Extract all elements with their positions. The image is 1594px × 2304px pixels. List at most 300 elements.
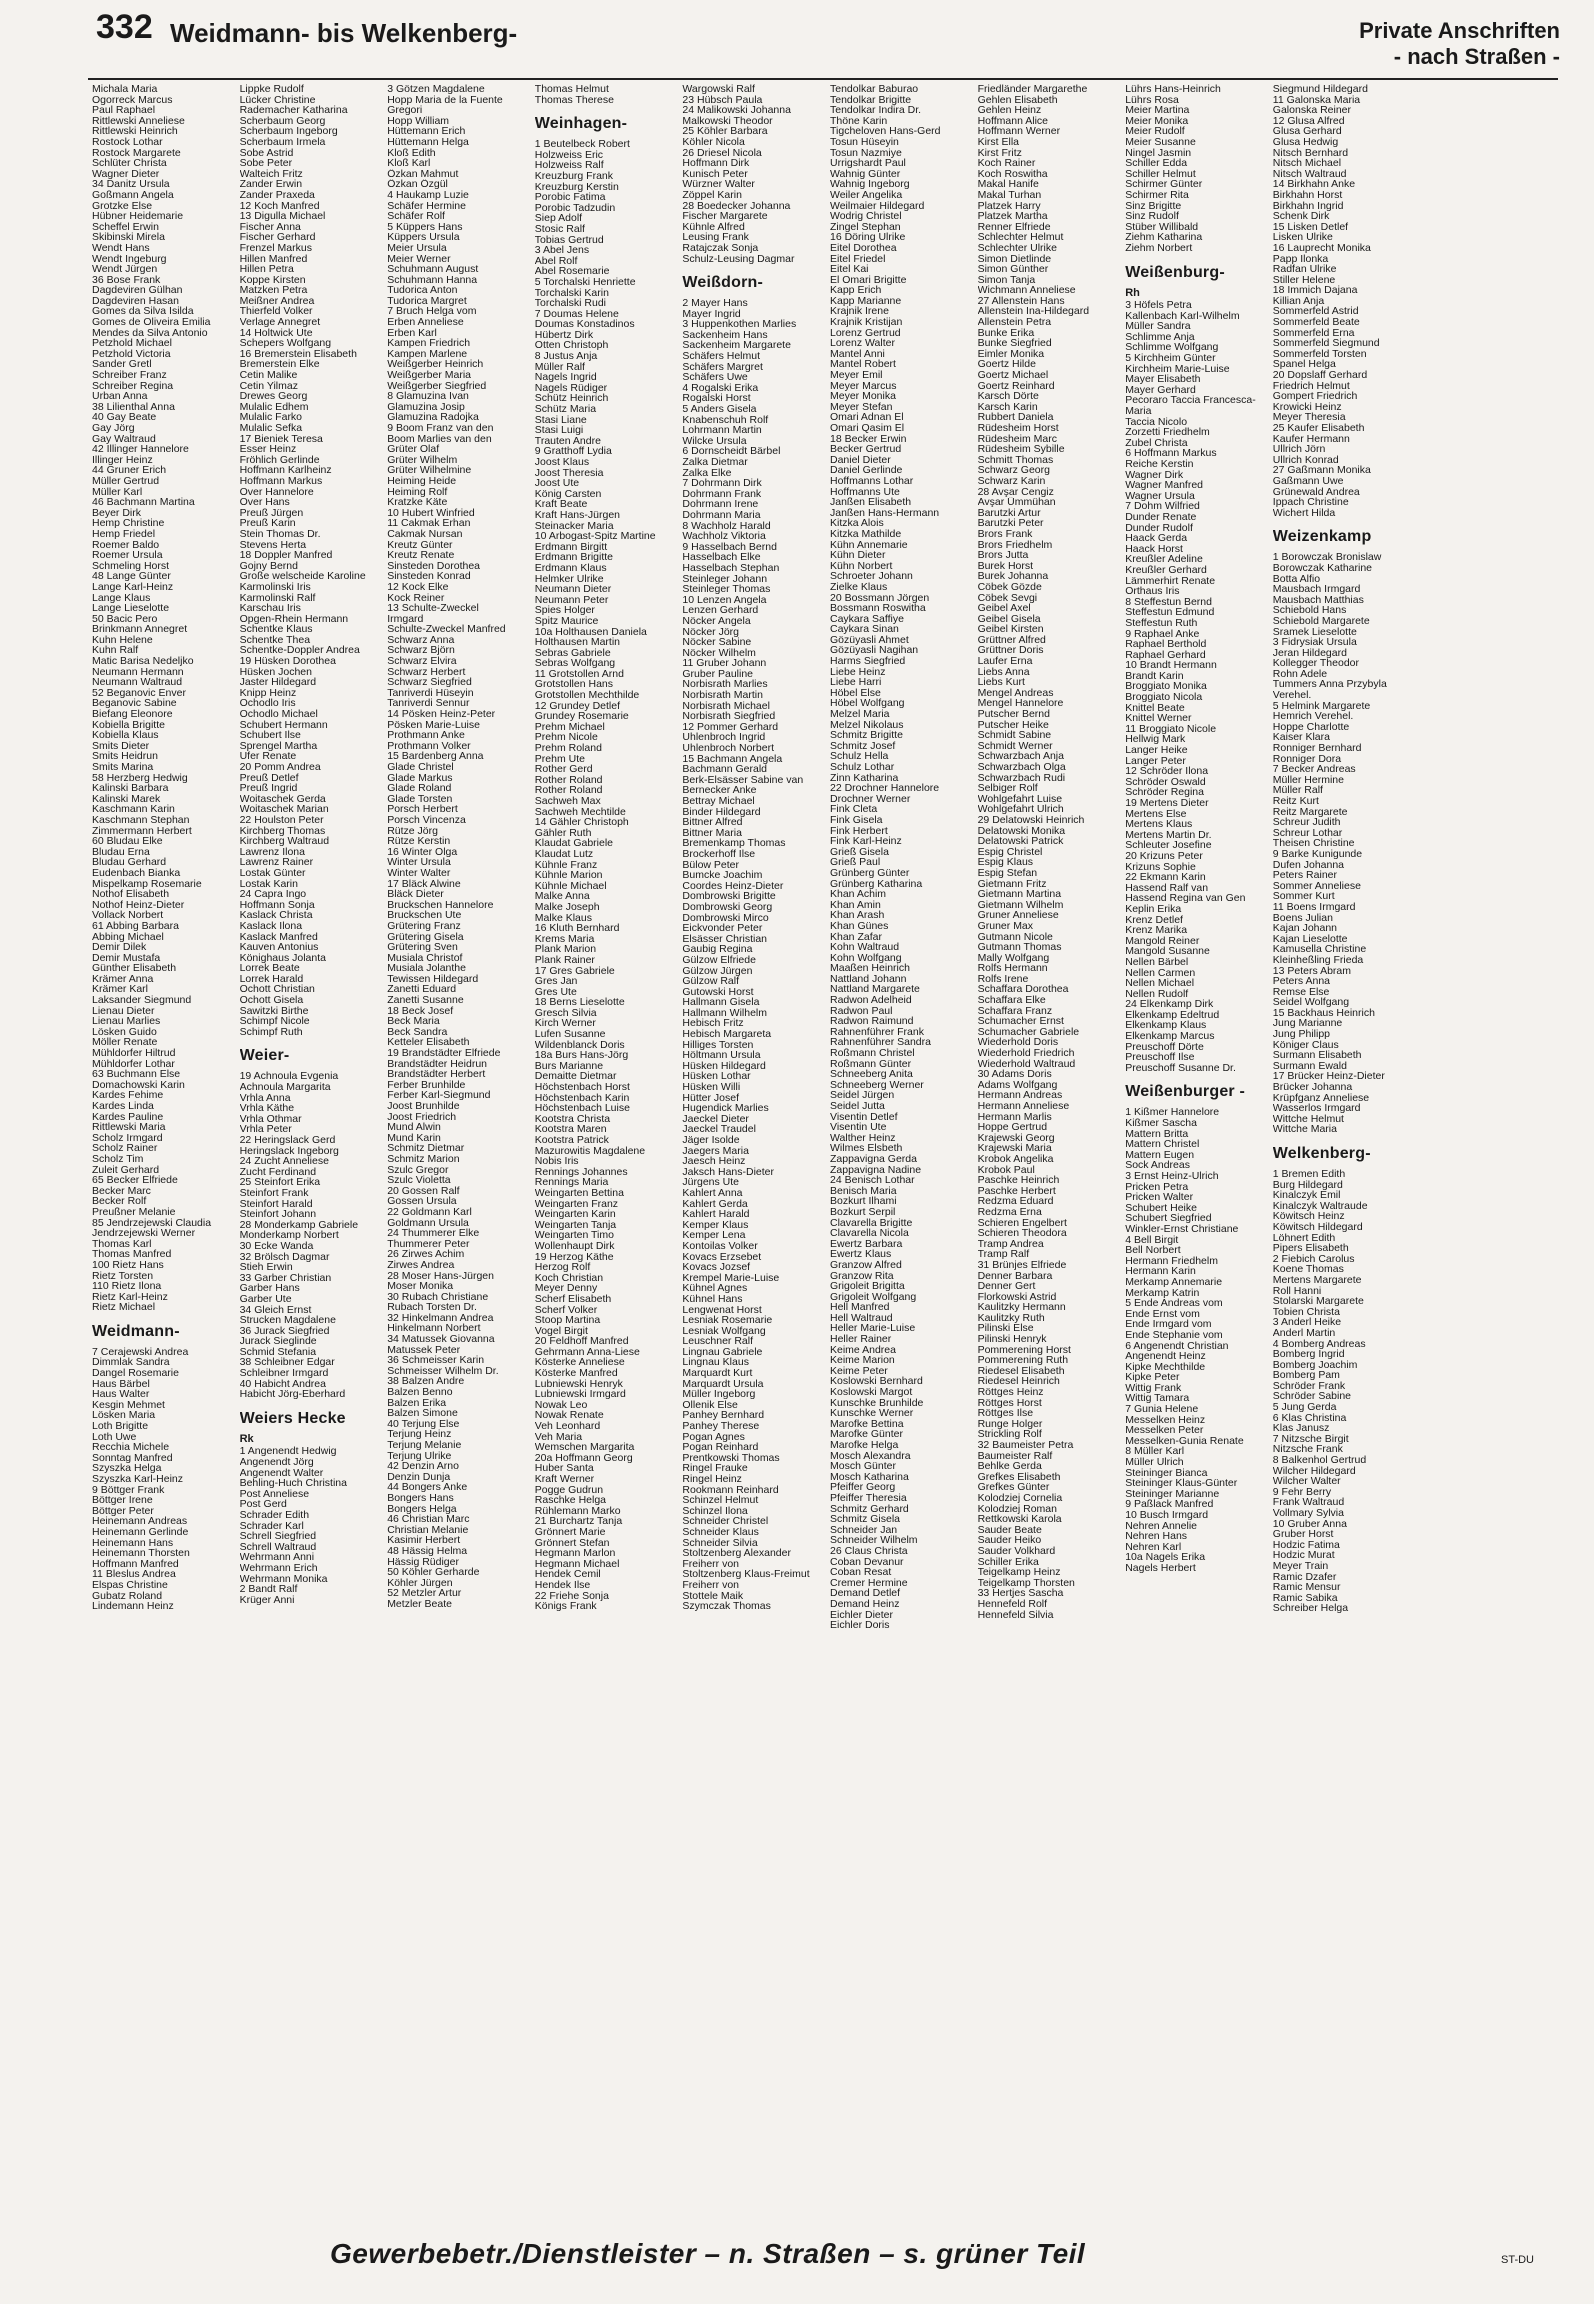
directory-entry: Wendt Ingeburg	[92, 253, 167, 265]
directory-entry: Makal Hanife	[977, 179, 1039, 190]
directory-entry: Kirchberg Waltraud	[239, 836, 330, 847]
directory-entry: Ochodlo Michael	[239, 709, 318, 720]
directory-entry: Tanriverdi Hüseyin	[387, 687, 474, 699]
directory-entry: Ochott Gisela	[239, 995, 304, 1006]
directory-entry: 10 Gruber Anna	[1272, 1518, 1347, 1530]
directory-entry: Kunisch Peter	[682, 168, 748, 180]
directory-entry: Caykara Sinan	[830, 624, 899, 635]
directory-entry: Laksander Siegmund	[92, 995, 192, 1006]
directory-entry: Krajnik Kristijan	[830, 317, 903, 328]
directory-entry: Nowak Renate	[534, 1410, 604, 1422]
directory-entry: Hüsken Willi	[682, 1082, 741, 1093]
directory-entry: Demaitte Dietmar	[534, 1071, 617, 1083]
directory-entry: Stottele Maik	[682, 1590, 744, 1602]
directory-entry: Espig Stefan	[977, 867, 1038, 879]
street-heading: Weiers Hecke	[239, 1409, 346, 1427]
directory-entry: Liebe Heinz	[830, 666, 886, 678]
directory-entry: Schmitz Gerhard	[830, 1503, 909, 1515]
directory-entry: Szulc Violetta	[387, 1175, 451, 1186]
directory-entry: El Omari Brigitte	[830, 274, 907, 286]
directory-entry: Vollack Norbert	[92, 910, 164, 921]
directory-entry: Kootstra Maren	[534, 1124, 607, 1135]
directory-entry: Kipke Peter	[1125, 1372, 1180, 1383]
directory-entry: Gresch Silvia	[534, 1007, 597, 1019]
directory-entry: Lubniewski Irmgard	[534, 1389, 626, 1400]
directory-entry: Schneeberg Anita	[830, 1069, 913, 1080]
directory-entry: Gutmann Nicole	[977, 931, 1053, 943]
directory-entry: Vrhla Othmar	[239, 1113, 302, 1125]
directory-entry: Surmann Ewald	[1272, 1060, 1347, 1072]
directory-entry: Zubel Christa	[1125, 437, 1188, 449]
directory-entry: 9 Boom Franz van den	[387, 423, 494, 434]
directory-entry: Harms Siegfried	[830, 656, 906, 667]
directory-entry: Wiederhold Waltraud	[977, 1058, 1076, 1070]
directory-entry: Kaslack Ilona	[239, 920, 303, 932]
directory-entry: 58 Herzberg Hedwig	[92, 772, 188, 784]
directory-entry: Omari Qasim El	[830, 423, 905, 434]
directory-entry: Grefkes Günter	[977, 1482, 1050, 1493]
directory-entry: Walteich Fritz	[239, 168, 303, 180]
directory-entry: Baumeister Ralf	[977, 1450, 1053, 1462]
directory-entry: Frenzel Markus	[239, 242, 312, 254]
directory-entry: Adams Wolfgang	[977, 1079, 1058, 1091]
directory-entry: Hüsken Lothar	[682, 1071, 751, 1083]
directory-entry: Loth Uwe	[92, 1431, 137, 1443]
directory-entry: Norbisrath Martin	[682, 690, 763, 701]
directory-entry: Rietz Torsten	[92, 1270, 154, 1282]
directory-entry: Grotstollen Mechthilde	[534, 690, 640, 701]
directory-entry: Bozkurt Ilhami	[830, 1196, 897, 1207]
directory-entry: 7 Becker Andreas	[1272, 764, 1356, 775]
directory-entry: 12 Grundey Detlef	[534, 700, 621, 712]
directory-entry: 12 Kock Elke	[387, 581, 449, 593]
directory-entry: Hoffmanns Ute	[830, 486, 900, 498]
directory-entry: Recchia Michele	[92, 1442, 170, 1453]
directory-entry: Wahnig Günter	[830, 168, 901, 180]
directory-entry: Torchalski Rudi	[534, 298, 606, 309]
directory-entry: Kloß Karl	[387, 158, 431, 169]
directory-entry: Gay Jörg	[92, 423, 135, 434]
directory-entry: Mattern Eugen	[1125, 1149, 1195, 1161]
directory-entry: 9 Hasselbach Bernd	[682, 541, 777, 553]
directory-entry: Krüger Anni	[239, 1594, 295, 1606]
page-title: Weidmann- bis Welkenberg-	[170, 18, 518, 48]
directory-entry: 25 Kaufer Elisabeth	[1272, 423, 1365, 434]
directory-entry: Beyer Dirk	[92, 507, 142, 519]
directory-entry: Kühnel Hans	[682, 1293, 743, 1305]
directory-entry: Kaslack Manfred	[239, 931, 318, 943]
directory-entry: Schröder Regina	[1125, 787, 1204, 798]
directory-entry: Rogalski Horst	[682, 393, 751, 405]
directory-entry: Hebisch Margareta	[682, 1029, 772, 1040]
directory-entry: Schentke-Doppler Andrea	[239, 645, 360, 657]
directory-entry: 5 Jung Gerda	[1272, 1402, 1337, 1413]
directory-entry: Heiming Rolf	[387, 486, 448, 498]
directory-entry: Illinger Heinz	[92, 454, 153, 466]
directory-entry: Mertens Martin Dr.	[1125, 829, 1212, 841]
directory-entry: Tramp Ralf	[977, 1249, 1030, 1260]
directory-entry: Denner Gert	[977, 1281, 1036, 1292]
directory-entry: Jung Marianne	[1272, 1018, 1343, 1030]
directory-entry: Radwon Adelheid	[830, 995, 912, 1006]
directory-entry: Cöbek Gözde	[977, 581, 1042, 593]
directory-entry: Biefang Eleonore	[92, 709, 173, 720]
directory-entry: Bittner Alfred	[682, 817, 743, 828]
directory-entry: Sommerfeld Torsten	[1272, 348, 1367, 360]
directory-entry: Nothof Elisabeth	[92, 889, 170, 900]
directory-entry: Szyszka Helga	[92, 1463, 162, 1474]
directory-entry: 32 Brölsch Dagmar	[239, 1251, 330, 1263]
directory-entry: Gruner Anneliese	[977, 910, 1059, 921]
directory-entry: Platzek Harry	[977, 200, 1041, 212]
directory-entry: Grütering Sven	[387, 942, 458, 953]
directory-entry: 3 Götzen Magdalene	[387, 84, 485, 95]
directory-entry: Rostock Margarete	[92, 147, 181, 159]
directory-entry: Hillen Petra	[239, 264, 294, 275]
directory-entry: Rolfs Hermann	[977, 963, 1048, 974]
directory-entry: Nowak Leo	[534, 1399, 588, 1411]
directory-entry: 3 Höfels Petra	[1125, 300, 1192, 311]
directory-entry: Stoltzenberg Alexander	[682, 1548, 791, 1559]
directory-entry: Metzler Beate	[387, 1598, 452, 1610]
directory-entry: Joost Friedrich	[387, 1111, 457, 1123]
directory-entry: Platzek Martha	[977, 211, 1048, 222]
directory-entry: 110 Rietz Ilona	[92, 1281, 162, 1292]
directory-entry: Zappavigna Gerda	[830, 1153, 917, 1165]
directory-entry: Raphael Gerhard	[1125, 649, 1206, 661]
directory-entry: Höbel Else	[830, 687, 881, 699]
directory-entry: Schütz Heinrich	[534, 393, 609, 405]
directory-entry: Özkan Özgül	[387, 179, 448, 190]
directory-entry: Rother Roland	[534, 785, 603, 796]
directory-entry: Böttger Irene	[92, 1495, 153, 1506]
directory-entry: Schwarzbach Anja	[977, 751, 1064, 762]
directory-entry: Demir Dilek	[92, 942, 147, 953]
directory-entry: Röttges Heinz	[977, 1387, 1044, 1398]
directory-entry: Laufer Erna	[977, 656, 1033, 667]
directory-entry: Stiller Helene	[1272, 274, 1336, 286]
directory-entry: Hinkelmann Norbert	[387, 1323, 481, 1335]
directory-entry: Özkan Mahmut	[387, 168, 459, 180]
directory-entry: Kloß Edith	[387, 147, 436, 159]
directory-entry: Allenstein Petra	[977, 317, 1052, 328]
directory-entry: Tobias Gertrud	[534, 234, 604, 246]
directory-entry: Coban Devanur	[830, 1556, 904, 1568]
directory-entry: Messelken Heinz	[1125, 1414, 1206, 1426]
directory-entry: Wilcke Ursula	[682, 435, 747, 447]
directory-entry: Rother Gerd	[534, 764, 593, 775]
directory-entry: 3 Huppenkothen Marlies	[682, 319, 797, 330]
directory-entry: Kühnle Franz	[534, 859, 598, 871]
directory-entry: Rubbert Daniela	[977, 412, 1054, 423]
directory-entry: Zander Erwin	[239, 179, 303, 190]
directory-entry: Schimpf Ruth	[239, 1026, 303, 1038]
directory-entry: 33 Hertjes Sascha	[977, 1588, 1064, 1599]
directory-entry: Schinzel Ilona	[682, 1505, 748, 1517]
directory-entry: Schreur Lothar	[1272, 827, 1343, 839]
directory-entry: 22 Heringslack Gerd	[239, 1135, 336, 1146]
directory-entry: Preuschoff Ilse	[1125, 1052, 1195, 1063]
directory-column	[830, 84, 972, 2226]
directory-entry: Panhey Bernhard	[682, 1410, 765, 1422]
directory-entry: Prentkowski Thomas	[682, 1452, 780, 1464]
directory-entry: 60 Bludau Elke	[92, 836, 163, 847]
directory-entry: Gaubig Regina	[682, 944, 753, 955]
directory-entry: Friedrich Helmut	[1272, 380, 1350, 392]
directory-entry: 27 Allenstein Hans	[977, 295, 1065, 307]
directory-entry: Meier Martina	[1125, 105, 1190, 116]
directory-entry: Meier Werner	[387, 253, 451, 265]
directory-entry: Putscher Bernd	[977, 709, 1050, 720]
directory-entry: Scholz Rainer	[92, 1143, 158, 1154]
directory-entry: Mulalic Edhem	[239, 401, 309, 413]
directory-entry: Joost Klaus	[534, 457, 590, 468]
directory-entry: 33 Garber Christian	[239, 1272, 332, 1284]
directory-entry: Brors Jutta	[977, 550, 1029, 561]
directory-entry: Tendolkar Baburao	[830, 84, 919, 95]
directory-entry: Hendek Cemil	[534, 1569, 601, 1580]
directory-entry: 19 Hüsken Dorothea	[239, 656, 336, 667]
directory-entry: Bremerstein Elke	[239, 359, 320, 371]
directory-entry: Hemrich Verehel.	[1272, 711, 1354, 722]
directory-entry: Szymczak Thomas	[682, 1601, 771, 1612]
directory-entry: Ferber Karl-Siegmund	[387, 1090, 491, 1101]
directory-entry: Scherf Volker	[534, 1304, 598, 1316]
directory-entry: 9 Böttger Frank	[92, 1484, 165, 1496]
directory-entry: Schubert Ilse	[239, 730, 301, 741]
directory-entry: Achnoula Margarita	[239, 1082, 331, 1093]
directory-entry: Lengwenat Horst	[682, 1304, 762, 1316]
directory-entry: 46 Bachmann Martina	[92, 497, 195, 508]
directory-entry: Binder Hildegard	[682, 806, 761, 818]
directory-entry: Zucht Ferdinand	[239, 1166, 317, 1178]
directory-entry: 24 Capra Ingo	[239, 889, 307, 900]
section-title	[1359, 18, 1560, 70]
directory-entry: Rostock Lothar	[92, 136, 163, 148]
directory-entry: Gubatz Roland	[92, 1590, 163, 1602]
directory-entry: Schieren Theodora	[977, 1228, 1067, 1239]
directory-entry: Maaßen Heinrich	[830, 963, 910, 974]
directory-entry: 11 Grotstollen Arnd	[534, 668, 624, 680]
directory-columns	[92, 84, 1562, 2226]
directory-entry: Wagner Dieter	[92, 168, 160, 180]
street-heading: Welkenberg-	[1272, 1145, 1371, 1162]
directory-entry: Zingel Stephan	[830, 221, 901, 233]
directory-entry: Ende Ernst vom	[1125, 1308, 1200, 1320]
directory-entry: 22 Friehe Sonja	[534, 1590, 609, 1602]
directory-entry: Espig Christel	[977, 846, 1043, 858]
directory-entry: Krems Maria	[534, 933, 595, 945]
directory-entry: Rietz Michael	[92, 1302, 156, 1313]
directory-entry: Gruner Max	[977, 920, 1034, 932]
directory-entry: Redzma Erna	[977, 1206, 1042, 1218]
directory-entry: 48 Lange Günter	[92, 571, 171, 582]
directory-entry: Thomas Karl	[92, 1238, 152, 1250]
directory-entry: Scherf Elisabeth	[534, 1293, 612, 1305]
directory-entry: 63 Buchmann Else	[92, 1069, 181, 1080]
directory-entry: Krobok Angelika	[977, 1153, 1054, 1165]
directory-entry: Burek Horst	[977, 560, 1034, 572]
directory-entry: Rütze Jörg	[387, 825, 438, 837]
directory-entry: Weingarten Karin	[534, 1209, 616, 1220]
directory-entry: 14 Birkhahn Anke	[1272, 179, 1356, 190]
directory-entry: Khan Achim	[830, 889, 887, 900]
directory-entry: Kipke Mechthilde	[1125, 1361, 1206, 1373]
directory-entry: Preuß Detlef	[239, 772, 299, 784]
directory-entry: Weiler Angelika	[830, 189, 903, 201]
directory-entry: Cremer Hermine	[830, 1577, 908, 1589]
directory-entry: Rühlemann Marko	[534, 1505, 621, 1517]
directory-entry: Vrhla Käthe	[239, 1103, 295, 1114]
directory-entry: Garber Ute	[239, 1293, 292, 1305]
directory-entry: Renner Elfriede	[977, 221, 1051, 233]
directory-entry: Lämmerhirt Renate	[1125, 575, 1216, 587]
directory-entry: Steffestun Edmund	[1125, 607, 1215, 618]
directory-entry: Wodrig Christel	[830, 211, 902, 222]
directory-entry: Kohn Wolfgang	[830, 952, 902, 964]
directory-entry: Lorrek Beate	[239, 963, 300, 974]
directory-entry: Gehlen Elisabeth	[977, 94, 1058, 106]
directory-entry: 8 Müller Karl	[1125, 1446, 1185, 1458]
directory-entry: Kaulitzky Ruth	[977, 1312, 1045, 1324]
directory-entry: 9 Barke Kunigunde	[1272, 848, 1363, 860]
directory-entry: Abel Rolf	[534, 255, 578, 267]
directory-entry: Wohlgefahrt Luise	[977, 793, 1063, 805]
directory-entry: Kösterke Anneliese	[534, 1357, 625, 1369]
directory-entry: 48 Hässig Helma	[387, 1545, 468, 1557]
directory-entry: Eichler Doris	[830, 1620, 890, 1631]
directory-entry: Porsch Herbert	[387, 804, 458, 815]
directory-entry: 3 Ernst Heinz-Ulrich	[1125, 1171, 1219, 1182]
directory-entry: Reitz Margarete	[1272, 806, 1348, 818]
directory-entry: Meißner Andrea	[239, 295, 315, 307]
directory-entry: Möller Renate	[92, 1037, 158, 1049]
directory-entry: Nehren Karl	[1125, 1541, 1182, 1553]
directory-entry: Elkenkamp Marcus	[1125, 1031, 1215, 1042]
directory-entry: Grieß Paul	[830, 857, 881, 868]
directory-entry: Schaffara Elke	[977, 995, 1046, 1006]
directory-entry: Köhler Jürgen	[387, 1577, 453, 1589]
directory-entry: Opgen-Rhein Hermann	[239, 613, 349, 625]
directory-entry: Hallmann Gisela	[682, 997, 760, 1008]
directory-entry: Granzow Alfred	[830, 1259, 902, 1271]
directory-entry: Meyer Train	[1272, 1560, 1329, 1572]
directory-entry: Kaschmann Karin	[92, 804, 175, 815]
directory-entry: Marofke Günter	[830, 1429, 903, 1440]
directory-entry: 6 Angenendt Christian	[1125, 1340, 1229, 1352]
directory-entry: Broggiato Nicola	[1125, 692, 1203, 703]
directory-entry: Clavarella Nicola	[830, 1228, 909, 1239]
directory-entry: Sebras Wolfgang	[534, 658, 616, 669]
directory-entry: Mally Wolfgang	[977, 952, 1050, 964]
directory-entry: Schmitz Dietmar	[387, 1143, 465, 1154]
directory-entry: 20 Pomm Andrea	[239, 762, 321, 773]
directory-entry: Ronniger Bernhard	[1272, 743, 1362, 754]
directory-entry: Schirmer Rita	[1125, 189, 1189, 201]
directory-entry: Smits Heidrun	[92, 751, 158, 762]
directory-entry: Garber Hans	[239, 1283, 300, 1294]
directory-entry: Heller Rainer	[830, 1334, 892, 1345]
directory-entry: Zappavigna Nadine	[830, 1164, 922, 1176]
directory-entry: Grigoleit Wolfgang	[830, 1291, 917, 1303]
directory-entry: 20 Feldhoff Manfred	[534, 1336, 629, 1347]
directory-entry: Radwon Paul	[830, 1005, 893, 1017]
directory-entry: Norbisrath Marlies	[682, 679, 768, 691]
directory-entry: Schleuter Josefine	[1125, 840, 1212, 851]
directory-entry: 11 Cakmak Erhan	[387, 518, 471, 529]
directory-entry: Mertens Else	[1125, 808, 1187, 820]
directory-entry: 14 Holtwick Ute	[239, 327, 313, 339]
directory-column	[535, 84, 677, 2226]
directory-entry: Mayer Ingrid	[682, 308, 741, 320]
directory-entry: Köhler Nicola	[682, 136, 745, 148]
directory-entry: Pilinski Else	[977, 1323, 1034, 1335]
directory-entry: Jeran Hildegard	[1272, 647, 1347, 659]
directory-entry: 27 Gaßmann Monika	[1272, 465, 1371, 476]
directory-entry: Brockerhoff Ilse	[682, 848, 756, 860]
directory-entry: Grünewald Andrea	[1272, 486, 1360, 498]
directory-entry: Surmann Elisabeth	[1272, 1050, 1362, 1061]
directory-entry: Ippach Christine	[1272, 497, 1349, 508]
directory-entry: Papp Ilonka	[1272, 253, 1329, 265]
directory-entry: Behlke Gerda	[977, 1461, 1042, 1472]
directory-entry: Hoffmann Karlheinz	[239, 465, 332, 476]
directory-entry: Schentke Thea	[239, 634, 311, 646]
directory-entry: Burek Johanna	[977, 571, 1049, 582]
directory-entry: Ochott Christian	[239, 984, 315, 996]
footer-note: Gewerbebetr./Dienstleister – n. Straßen – s. grüner Teil	[330, 2238, 1086, 2269]
directory-entry: 29 Delatowski Heinrich	[977, 814, 1085, 826]
directory-entry: Habicht Jörg-Eberhard	[239, 1389, 346, 1400]
directory-entry: Schiller Erika	[977, 1556, 1039, 1568]
directory-entry: 16 Winter Olga	[387, 846, 458, 858]
directory-entry: Schrader Edith	[239, 1510, 310, 1521]
directory-entry: Prehm Ute	[534, 753, 585, 765]
directory-entry: Müller Ralf	[1272, 785, 1323, 796]
directory-entry: 50 Bacic Pero	[92, 613, 158, 625]
directory-entry: Müller Ingeborg	[682, 1389, 756, 1400]
directory-entry: Otten Christoph	[534, 340, 609, 352]
directory-entry: Karmolinski Iris	[239, 581, 311, 593]
directory-entry: Schlechter Helmut	[977, 232, 1064, 243]
directory-entry: Zirwes Andrea	[387, 1259, 455, 1271]
directory-entry: Schentke Klaus	[239, 624, 313, 635]
directory-entry: 14 Gähler Christoph	[534, 817, 629, 828]
directory-entry: Hemp Friedel	[92, 528, 156, 540]
directory-entry: Wendt Hans	[92, 242, 150, 254]
directory-entry: Hoffmann Alice	[977, 115, 1049, 127]
directory-entry: Hoppe Gertrud	[977, 1122, 1048, 1133]
directory-entry: Kardes Fehime	[92, 1090, 164, 1101]
directory-entry: Schneider Klaus	[682, 1526, 759, 1538]
directory-entry: Köwitsch Hildegard	[1272, 1221, 1363, 1233]
directory-entry: 85 Jendrzejewski Claudia	[92, 1217, 212, 1229]
directory-entry: Schwarz Karin	[977, 475, 1046, 487]
directory-entry: 10 Arbogast-Spitz Martine	[534, 531, 656, 542]
directory-entry: Gomes da Silva Isilda	[92, 306, 194, 318]
directory-entry: Preuschoff Dörte	[1125, 1041, 1204, 1053]
directory-entry: Tewissen Hildegard	[387, 973, 479, 985]
directory-entry: Veh Leonhard	[534, 1421, 601, 1432]
directory-entry: 15 Backhaus Heinrich	[1272, 1007, 1375, 1019]
directory-entry: Jaksch Hans-Dieter	[682, 1166, 775, 1178]
directory-entry: Janßen Hans-Hermann	[830, 507, 940, 519]
directory-entry: Schwarzbach Rudi	[977, 772, 1066, 784]
directory-entry: Kühn Annemarie	[830, 539, 908, 551]
directory-entry: Sauder Heiko	[977, 1535, 1042, 1546]
directory-entry: Wollenhaupt Dirk	[534, 1240, 615, 1252]
directory-entry: Stasi Liane	[534, 414, 587, 426]
